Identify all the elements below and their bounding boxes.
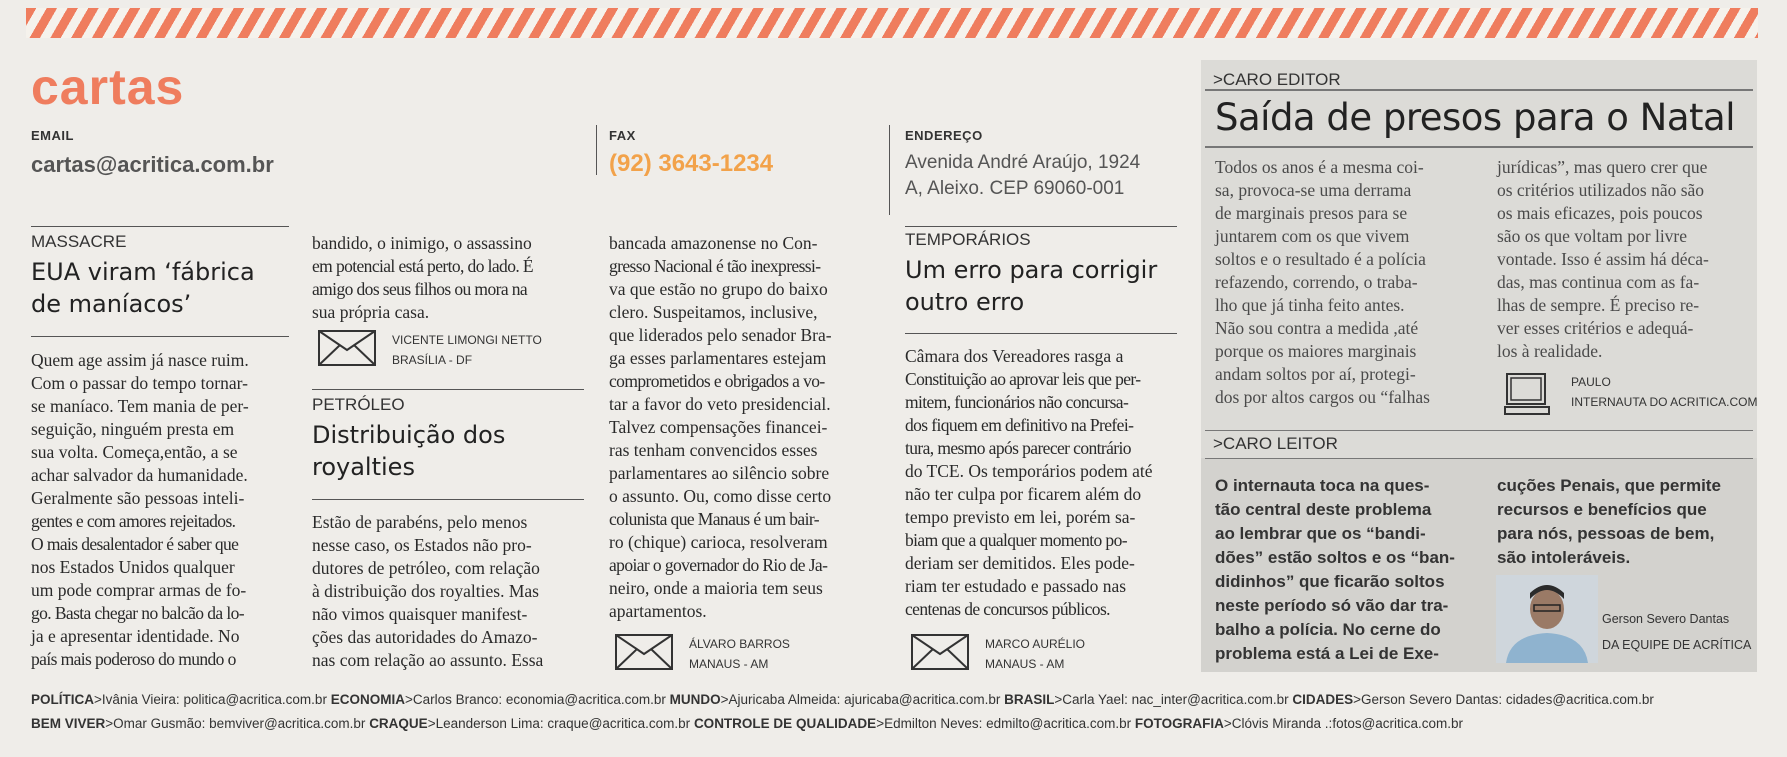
body-line: deriam ser demitidos. Eles pode-	[905, 553, 1135, 573]
rule	[905, 333, 1177, 334]
body-line: em potencial está perto, do lado. É	[312, 256, 534, 276]
body-line: neste período só vão dar tra-	[1215, 596, 1449, 615]
body-line: mitem, funcionários não concursa-	[905, 392, 1129, 412]
fax-label: FAX	[609, 128, 636, 143]
decorative-stripe	[26, 8, 1758, 38]
body-line: los à realidade.	[1497, 341, 1603, 361]
letter-body	[905, 345, 1177, 621]
body-line: tempo previsto em lei, porém sa-	[905, 507, 1136, 527]
reader-author: Gerson Severo Dantas	[1602, 612, 1730, 626]
letter-body-continued	[312, 232, 582, 324]
body-line: à distribuição dos royalties. Mas	[312, 581, 539, 601]
body-line: Estão de parabéns, pelo menos	[312, 512, 528, 532]
rule	[312, 389, 584, 390]
body-line: Geralmente são pessoas inteli-	[31, 488, 245, 508]
body-line: não ter culpa por ficarem além do	[905, 484, 1142, 504]
body-line: centenas de concursos públicos.	[905, 599, 1110, 619]
headline-line: Distribuição dos	[312, 421, 506, 449]
headline-line: outro erro	[905, 288, 1025, 316]
editor-kicker: >CARO EDITOR	[1213, 70, 1341, 89]
body-line: ja e apresentar identidade. No	[31, 626, 240, 646]
editor-author: PAULO	[1571, 375, 1611, 389]
letter-signature	[911, 634, 1085, 674]
letter-petroleo	[312, 395, 584, 483]
body-line: neiro, onde a maioria tem seus	[609, 578, 823, 598]
reader-author-role: DA EQUIPE DE ACRÍTICA	[1602, 638, 1752, 652]
footer-contact[interactable]: Ajuricaba Almeida: ajuricaba@acritica.com.br	[728, 692, 1001, 707]
footer-section: POLÍTICA	[31, 692, 94, 707]
body-line: para nós, pessoas de bem,	[1497, 524, 1715, 543]
body-line: colunista que Manaus é um bair-	[609, 509, 819, 529]
letter-location: MANAUS - AM	[689, 657, 769, 671]
letter-author: MARCO AURÉLIO	[985, 637, 1086, 651]
body-line: os mais eficazes, pois poucos	[1497, 203, 1703, 223]
body-line: biam que a qualquer momento po-	[905, 530, 1127, 550]
reader-body-continued	[1497, 474, 1752, 570]
body-line: ga esses parlamentares estejam	[609, 348, 827, 368]
divider	[596, 125, 597, 175]
body-line: sua volta. Começa,então, a se	[31, 442, 238, 462]
letter-author: ÁLVARO BARROS	[689, 637, 790, 651]
body-line: apoiar o governador do Rio de Ja-	[609, 555, 828, 575]
body-line: go. Basta chegar no balcão da lo-	[31, 603, 244, 623]
body-line: lhas de sempre. É preciso re-	[1497, 295, 1700, 315]
footer-section: FOTOGRAFIA	[1134, 716, 1224, 731]
body-line: gentes e com amores rejeitados.	[31, 511, 236, 531]
body-line: um pode comprar armas de fo-	[31, 580, 247, 600]
body-line: ao lembrar que os “bandi-	[1215, 524, 1426, 543]
footer-section: ECONOMIA	[330, 692, 405, 707]
reader-kicker: >CARO LEITOR	[1213, 434, 1338, 453]
rule	[1205, 89, 1753, 91]
address-line: A, Aleixo. CEP 69060-001	[905, 178, 1125, 199]
letter-headline	[31, 256, 289, 320]
body-line: lho que já tinha feito antes.	[1215, 295, 1405, 315]
body-line: amigo dos seus filhos ou mora na	[312, 279, 528, 299]
letter-temporarios	[905, 230, 1177, 318]
body-line: comprometidos e obrigados a vo-	[609, 371, 825, 391]
body-line: sa, provoca-se uma derrama	[1215, 180, 1412, 200]
body-line: parlamentares ao silêncio sobre	[609, 463, 830, 483]
editor-body-continued	[1497, 156, 1752, 363]
rule	[1205, 430, 1753, 431]
email-label: EMAIL	[31, 128, 74, 143]
body-line: nas com relação ao assunto. Essa	[312, 650, 544, 670]
letter-kicker: MASSACRE	[31, 232, 127, 251]
footer-line-2: BEM VIVER>Omar Gusmão: bemviver@acritica.com.br CRAQUE>Leanderson Lima: craque@acritica.com.br CONTROLE DE QUALIDADE>Edmilton Neves: edmilto@acritica.com.br FOTOGRAFIA>Clóvis Miranda .:fotos@acritica.com.br	[31, 716, 1464, 731]
rule	[905, 226, 1177, 227]
letter-kicker: TEMPORÁRIOS	[905, 230, 1031, 249]
body-line: ro (chique) carioca, resolveram	[609, 532, 828, 552]
body-line: são intoleráveis.	[1497, 548, 1631, 567]
body-line: tão central deste problema	[1215, 500, 1432, 519]
body-line: gresso Nacional é tão inexpressi-	[609, 256, 821, 276]
footer-section: CIDADES	[1292, 692, 1354, 707]
editor-author-role: INTERNAUTA DO ACRITICA.COM	[1571, 395, 1758, 409]
divider	[889, 125, 890, 215]
letter-body	[312, 511, 584, 672]
body-line: das, mas continua com as fa-	[1497, 272, 1700, 292]
body-line: apartamentos.	[609, 601, 707, 621]
body-line: nos Estados Unidos qualquer	[31, 557, 235, 577]
headline-line: royalties	[312, 453, 415, 481]
body-line: riam ter estudado e passado nas	[905, 576, 1127, 596]
body-line: ver esses critérios e adequá-	[1497, 318, 1694, 338]
body-line: que liderados pelo senador Bra-	[609, 325, 832, 345]
body-line: achar salvador da humanidade.	[31, 465, 248, 485]
body-line: Com o passar do tempo tornar-	[31, 373, 248, 393]
letter-headline	[905, 254, 1177, 318]
body-line: Quem age assim já nasce ruim.	[31, 350, 249, 370]
body-line: país mais poderoso do mundo o	[31, 649, 236, 669]
footer-contact[interactable]: Edmilton Neves: edmilto@acritica.com.br	[884, 716, 1132, 731]
address-label: ENDEREÇO	[905, 128, 983, 143]
body-line: nesse caso, os Estados não pro-	[312, 535, 532, 555]
letter-body	[31, 349, 289, 671]
body-line: tar a favor do veto presidencial.	[609, 394, 831, 414]
rule	[1205, 458, 1753, 459]
body-line: de marginais presos para se	[1215, 203, 1408, 223]
footer-section: CONTROLE DE QUALIDADE	[693, 716, 877, 731]
letter-kicker: PETRÓLEO	[312, 395, 405, 414]
letter-author: VICENTE LIMONGI NETTO	[392, 333, 542, 347]
body-line: clero. Suspeitamos, inclusive,	[609, 302, 818, 322]
letter-headline	[312, 419, 584, 483]
body-line: Câmara dos Vereadores rasga a	[905, 346, 1124, 366]
footer-contact[interactable]: Carla Yael: nac_inter@acritica.com.br	[1062, 692, 1289, 707]
editor-body	[1215, 156, 1475, 409]
fax-number: (92) 3643-1234	[609, 150, 774, 177]
body-line: seguição, ninguém presta em	[31, 419, 235, 439]
body-line: sua própria casa.	[312, 302, 430, 322]
body-line: juntarem com os que vivem	[1215, 226, 1410, 246]
body-line: Todos os anos é a mesma coi-	[1215, 157, 1424, 177]
rule	[1205, 146, 1753, 148]
editor-signature	[1503, 372, 1757, 416]
body-line: bandido, o inimigo, o assassino	[312, 233, 532, 253]
body-line: do TCE. Os temporários podem até	[905, 461, 1153, 481]
headline-line: de maníacos’	[31, 290, 192, 318]
body-line: dos por altos cargos ou “falhas	[1215, 387, 1430, 407]
body-line: tura, mesmo após parecer contrário	[905, 438, 1131, 458]
headline-line: EUA viram ‘fábrica	[31, 258, 255, 286]
section-masthead: cartas	[31, 59, 185, 115]
footer-contact[interactable]: Clóvis Miranda .:fotos@acritica.com.br	[1231, 716, 1464, 731]
body-line: refazendo, correndo, o traba-	[1215, 272, 1418, 292]
body-line: balho a polícia. No cerne do	[1215, 620, 1441, 639]
envelope-icon	[318, 330, 376, 366]
email-address[interactable]: cartas@acritica.com.br	[31, 152, 274, 177]
body-line: Não sou contra a medida ,até	[1215, 318, 1419, 338]
body-line: ras tenham convencidos esses	[609, 440, 818, 460]
body-line: recursos e benefícios que	[1497, 500, 1707, 519]
body-line: ções das autoridades do Amazo-	[312, 627, 538, 647]
body-line: andam soltos por aí, protegi-	[1215, 364, 1416, 384]
body-line: didinhos” que ficarão soltos	[1215, 572, 1445, 591]
body-line: dutores de petróleo, com relação	[312, 558, 540, 578]
footer-contact[interactable]: Ivânia Vieira: politica@acritica.com.br	[101, 692, 327, 707]
address-line: Avenida André Araújo, 1924	[905, 152, 1141, 173]
footer-section: MUNDO	[669, 692, 721, 707]
body-line: porque os maiores marginais	[1215, 341, 1417, 361]
computer-icon	[1503, 372, 1551, 416]
address	[905, 150, 1140, 202]
letter-location: BRASÍLIA - DF	[392, 353, 473, 367]
rule	[31, 226, 289, 227]
footer-section: CRAQUE	[369, 716, 428, 731]
body-line: problema está a Lei de Exe-	[1215, 644, 1439, 663]
body-line: Talvez compensações financei-	[609, 417, 828, 437]
body-line: o assunto. Ou, como disse certo	[609, 486, 832, 506]
letter-massacre	[31, 232, 289, 320]
envelope-icon	[911, 634, 969, 670]
letter-signature	[615, 634, 790, 674]
letter-signature	[318, 330, 542, 370]
body-line: va que estão no grupo do baixo	[609, 279, 828, 299]
footer-contact[interactable]: Leanderson Lima: craque@acritica.com.br	[435, 716, 691, 731]
body-line: os critérios utilizados não são	[1497, 180, 1705, 200]
envelope-icon	[615, 634, 673, 670]
footer-contact[interactable]: Omar Gusmão: bemviver@acritica.com.br	[113, 716, 366, 731]
footer-section: BRASIL	[1004, 692, 1055, 707]
footer-line-1: POLÍTICA>Ivânia Vieira: politica@acritica.com.br ECONOMIA>Carlos Branco: economia@acritica.com.br MUNDO>Ajuricaba Almeida: ajuricaba@acritica.com.br BRASIL>Carla Yael: nac_inter@acritica.com.br CIDADES>Gerson Severo Dantas: cidades@acritica.com.br	[31, 692, 1654, 707]
body-line: cuções Penais, que permite	[1497, 476, 1721, 495]
letter-location: MANAUS - AM	[985, 657, 1065, 671]
body-line: soltos e o resultado é a polícia	[1215, 249, 1426, 269]
body-line: vontade. Isso é assim há déca-	[1497, 249, 1709, 269]
body-line: dos fiquem em definitivo na Prefei-	[905, 415, 1134, 435]
headline-line: Um erro para corrigir	[905, 256, 1158, 284]
body-line: dões” estão soltos e os “ban-	[1215, 548, 1455, 567]
rule	[31, 336, 289, 337]
footer-contact[interactable]: Carlos Branco: economia@acritica.com.br	[412, 692, 666, 707]
letter-body-continued	[609, 232, 879, 623]
body-line: são os que voltam por livre	[1497, 226, 1688, 246]
body-line: O internauta toca na ques-	[1215, 476, 1430, 495]
author-photo	[1496, 575, 1598, 663]
reader-body	[1215, 474, 1480, 666]
reader-signature	[1602, 606, 1752, 658]
editor-headline: Saída de presos para o Natal	[1215, 96, 1735, 139]
rule	[312, 499, 584, 500]
body-line: não vimos quaisquer manifest-	[312, 604, 528, 624]
body-line: se maníaco. Tem mania de per-	[31, 396, 249, 416]
body-line: bancada amazonense no Con-	[609, 233, 818, 253]
footer-contact[interactable]: Gerson Severo Dantas: cidades@acritica.com.br	[1361, 692, 1654, 707]
body-line: Constituição ao aprovar leis que per-	[905, 369, 1141, 389]
footer-section: BEM VIVER	[31, 716, 106, 731]
body-line: jurídicas”, mas quero crer que	[1497, 157, 1708, 177]
body-line: O mais desalentador é saber que	[31, 534, 239, 554]
